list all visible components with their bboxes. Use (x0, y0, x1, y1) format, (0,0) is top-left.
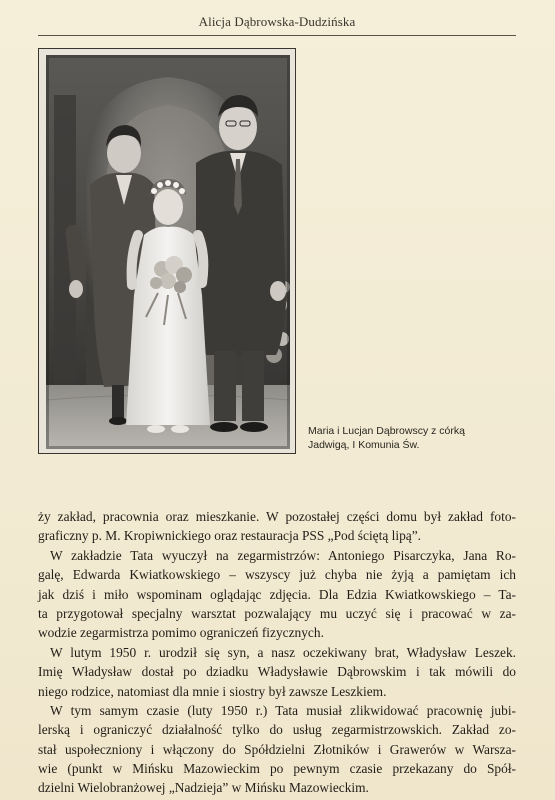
caption-line: Jadwigą, I Komunia Św. (308, 439, 420, 451)
text-line: ży zakład, pracownia oraz mieszkanie. W pozostałej części domu był zakład foto- (38, 509, 516, 524)
header-author: Alicja Dąbrowska-Dudzińska (198, 14, 356, 29)
text-line: graficzny p. M. Kropiwnickiego oraz restauracja PSS „Pod ściętą lipą”. (38, 528, 421, 544)
running-header (38, 6, 516, 36)
text-line: jak dziś i miło wspominam oglądając zdjęcia. Dla Edzia Kwiatkowskiego – Ta- (38, 586, 516, 602)
text-line: stał uspołeczniony i włączony do Spółdzielni Złotników i Grawerów w Warsza- (38, 741, 516, 757)
text-line: Imię Władysław dostał po dziadku Władysławie Dąbrowskim i tak mówili do (38, 664, 516, 680)
text-line: W lutym 1950 r. urodził się syn, a nasz oczekiwany brat, Władysław Leszek. (50, 644, 516, 660)
text-line: dzielni Wielobranżowej „Nadzieja” w Mińsku Mazowieckim. (38, 780, 369, 796)
text-line: wie (punkt w Mińsku Mazowieckim po pewnym czasie przekazany do Spół- (38, 761, 516, 777)
text-line: W zakładzie Tata wyuczył na zegarmistrzów: Antoniego Pisarczyka, Jana Ro- (50, 547, 516, 563)
text-line: W tym samym czasie (luty 1950 r.) Tata musiał zlikwidować pracownię jubi- (50, 702, 516, 718)
family-photograph (46, 55, 290, 449)
text-line: lerską i ograniczyć działalność tylko do usług zegarmistrzowskich. Zakład zo- (38, 722, 516, 738)
photo-frame (38, 48, 296, 454)
photo-caption (308, 424, 538, 452)
text-line: ta przygotował specjalny warsztat pozwalający mu uczyć się i pracować w za- (38, 605, 516, 621)
text-line: wodzie zegarmistrza pomimo ograniczeń fizycznych. (38, 625, 324, 641)
caption-line: Maria i Lucjan Dąbrowscy z córką (308, 425, 465, 437)
body-text (38, 507, 516, 798)
text-line: niego rodzice, natomiast dla mnie i siostry był zawsze Leszkiem. (38, 683, 387, 699)
text-line: galę, Edwarda Kwiatkowskiego – wszyscy już chyba nie żyją a pamiętam ich (38, 567, 516, 583)
